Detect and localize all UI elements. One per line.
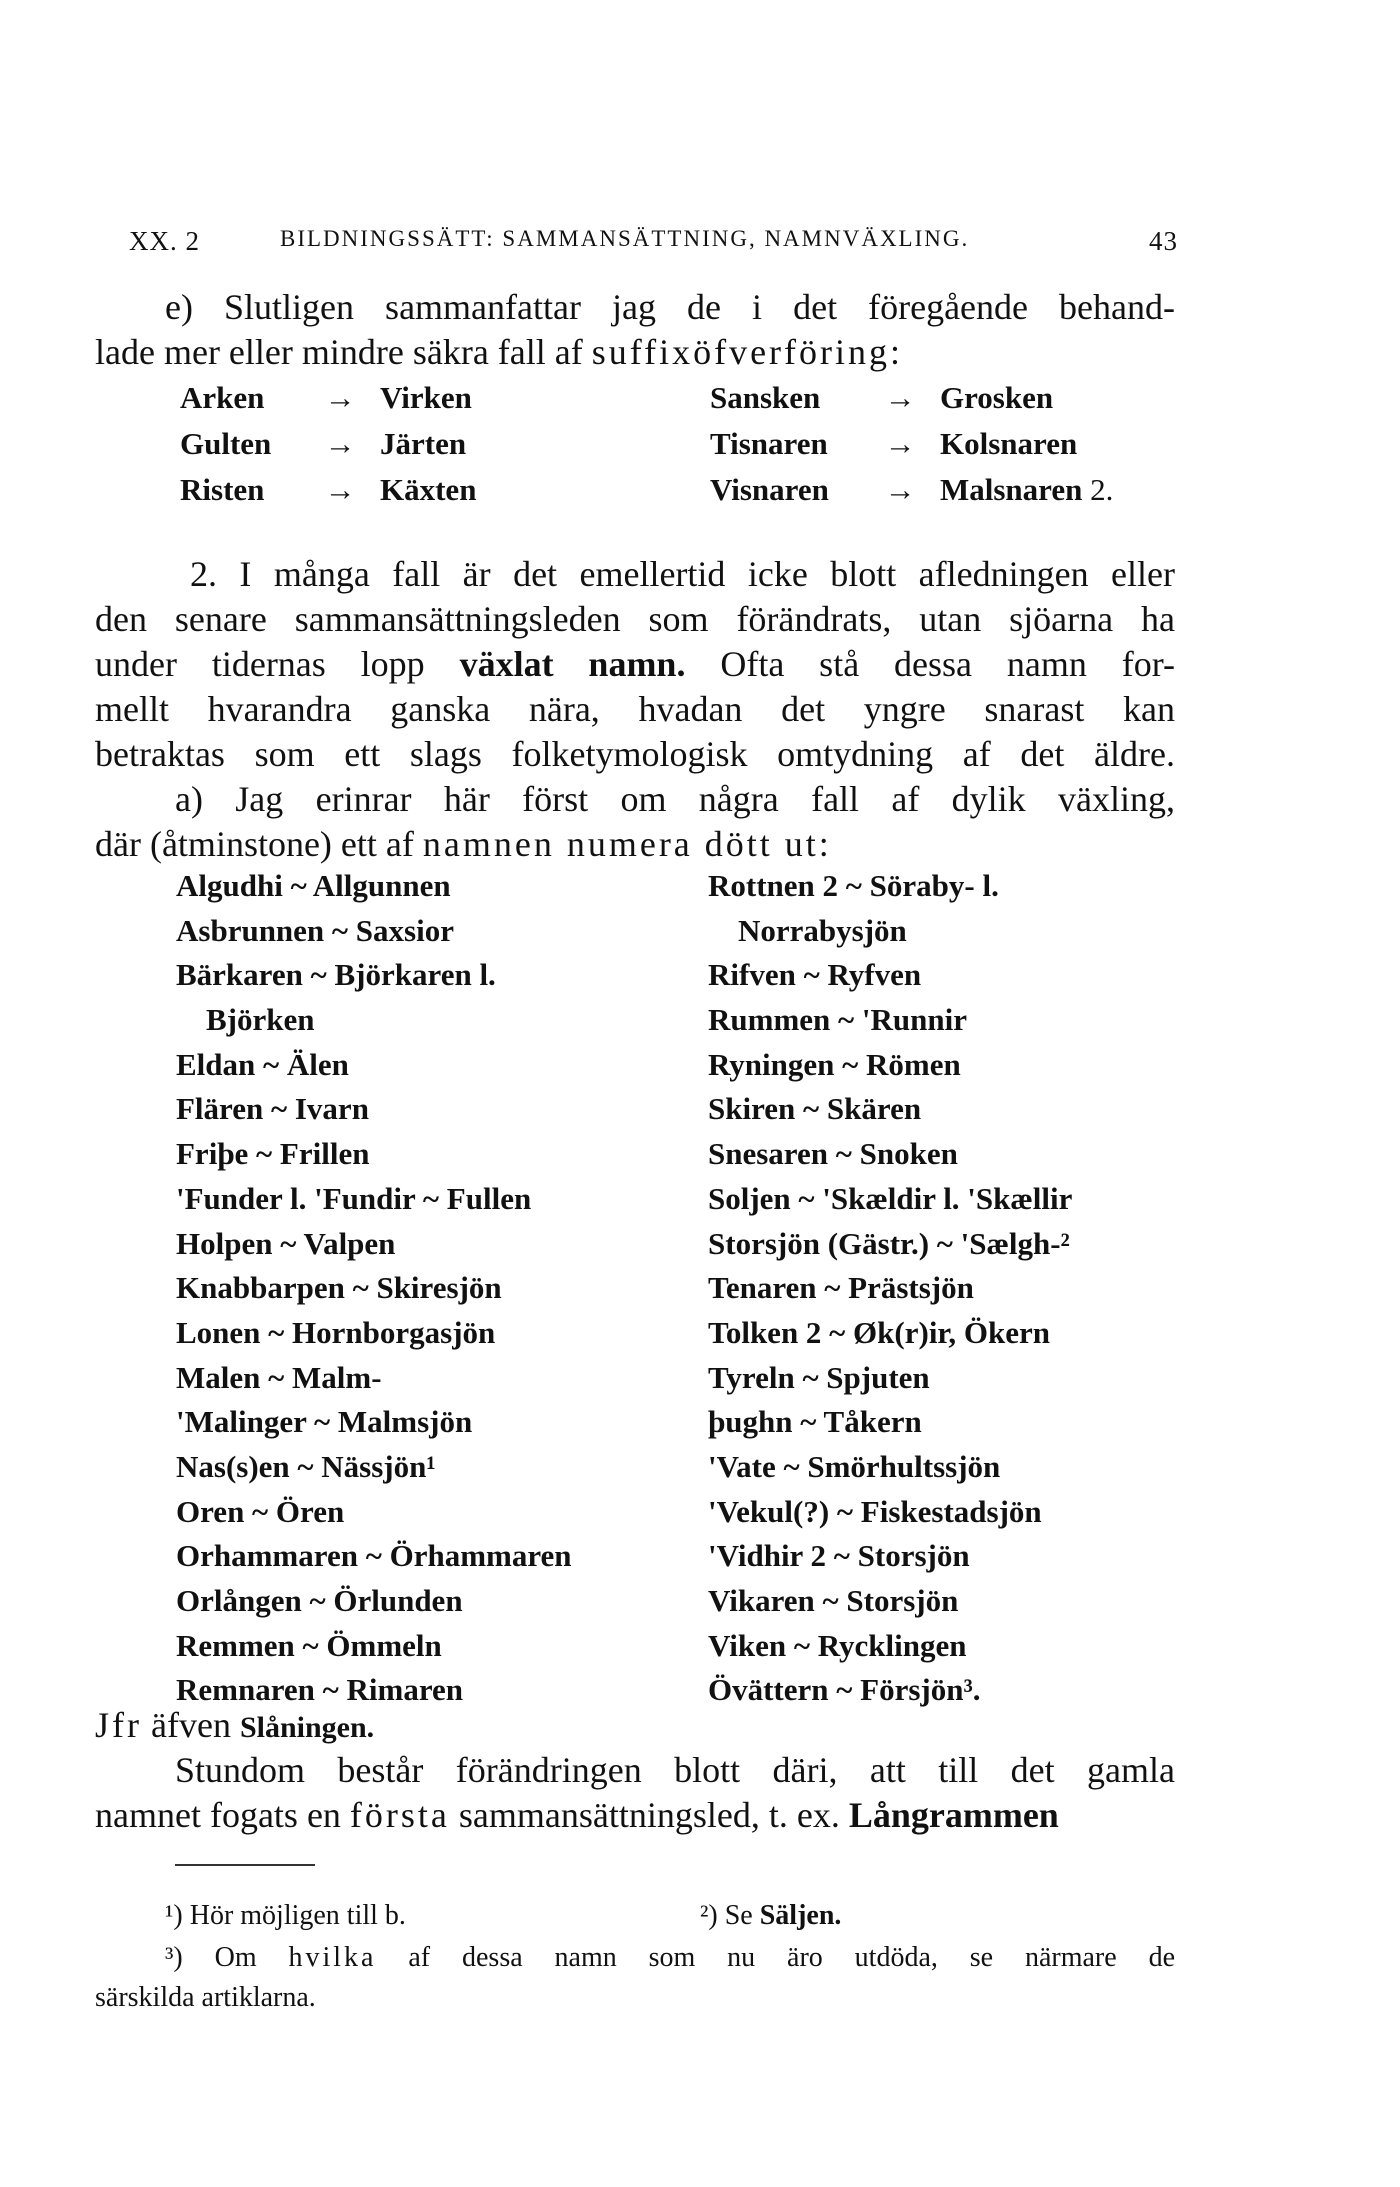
pair-row-2: [180, 424, 466, 464]
arrow-icon: →: [884, 426, 916, 461]
section-e-line-2-text: lade mer eller mindre säkra fall af: [95, 332, 592, 372]
right-name-entry: Norrabysjön: [738, 912, 907, 948]
para2-line-4: mellt hvarandra ganska nära, hvadan det yngre snarast kan: [95, 689, 1175, 729]
pair-source: Sansken: [710, 380, 821, 415]
left-name-entry: Knabbarpen ~ Skiresjön: [176, 1270, 502, 1306]
left-name-column: [176, 866, 572, 1715]
left-name-entry: Nas(s)en ~ Nässjön¹: [176, 1448, 436, 1484]
pair-target: Malsnaren: [940, 472, 1083, 507]
footnote-1: ¹) Hör möjligen till b.: [165, 1900, 406, 1931]
footnote-rule: [175, 1864, 315, 1866]
jfr-term: Slåningen.: [239, 1711, 375, 1744]
section-e-line-2: [95, 330, 1175, 374]
left-name-entry: Flären ~ Ivarn: [176, 1091, 369, 1127]
para2-line-1: 2. I många fall är det emellertid icke blott afledningen eller: [190, 554, 1175, 594]
section-e-line-1: e) Slutligen sammanfattar jag de i det föregående behand-: [165, 287, 1175, 327]
para2-line-3: [95, 642, 1175, 686]
pair-source: Visnaren: [710, 472, 829, 507]
left-name-entry: Friþe ~ Frillen: [176, 1136, 370, 1172]
right-name-entry: Tyreln ~ Spjuten: [708, 1359, 930, 1395]
footnote-2: [700, 1898, 841, 1934]
right-name-entry: Övättern ~ Försjön³.: [708, 1672, 981, 1708]
left-name-entry: Algudhi ~ Allgunnen: [176, 868, 451, 903]
page-number: 43: [1149, 226, 1178, 256]
left-name-entry: Orhammaren ~ Örhammaren: [176, 1538, 572, 1574]
right-name-entry: Rummen ~ 'Runnir: [708, 1002, 967, 1038]
right-name-entry: 'Vidhir 2 ~ Storsjön: [708, 1538, 970, 1574]
right-name-column: [708, 866, 1072, 1715]
right-name-entry: Rottnen 2 ~ Söraby- l.: [708, 868, 999, 903]
arrow-icon: →: [324, 472, 356, 507]
section-e-colon: :: [890, 332, 901, 372]
left-name-entry: Remnaren ~ Rimaren: [176, 1672, 464, 1708]
right-name-entry: 'Vate ~ Smörhultssjön: [708, 1448, 1001, 1484]
pair-source: Tisnaren: [710, 426, 828, 461]
arrow-icon: →: [884, 380, 916, 415]
footnote-3-text: ³) Om: [165, 1942, 289, 1973]
suffix-term: suffixöfverföring: [591, 332, 891, 372]
pair-row-3-right: [710, 470, 1113, 510]
footnote-3-line-1: [165, 1940, 1175, 1976]
para2-text: :: [818, 824, 829, 864]
footnote-3-text: af dessa namn som nu äro utdöda, se närmare de: [376, 1942, 1175, 1973]
footnote-3-line-2: särskilda artiklarna.: [95, 1982, 316, 2013]
para2-line-2: den senare sammansättningsleden som förändrats, utan sjöarna ha: [95, 599, 1175, 639]
emphasis-term: växlat namn.: [459, 644, 686, 684]
right-name-entry: Soljen ~ 'Skældir l. 'Skællir: [708, 1180, 1073, 1216]
left-name-entry: Remmen ~ Ömmeln: [176, 1627, 442, 1663]
jfr-abbrev: Jfr: [95, 1705, 142, 1745]
jfr-text: äfven: [142, 1705, 240, 1745]
left-name-entry: 'Funder l. 'Fundir ~ Fullen: [176, 1180, 532, 1216]
footnote-2-text: ²) Se: [700, 1900, 760, 1931]
arrow-icon: →: [324, 426, 356, 461]
example-term: Långrammen: [848, 1795, 1059, 1835]
spaced-word: första: [349, 1795, 450, 1835]
pair-row-2-right: [710, 424, 1077, 464]
arrow-icon: →: [884, 472, 916, 507]
pair-row-1: [180, 378, 472, 418]
left-name-entry: Bärkaren ~ Björkaren l.: [176, 957, 496, 993]
left-name-entry: Asbrunnen ~ Saxsior: [176, 912, 454, 948]
footnote-2-term: Säljen.: [759, 1900, 842, 1931]
para2-line-7: [95, 822, 1175, 866]
left-name-entry: Eldan ~ Älen: [176, 1046, 349, 1082]
para2-line-5: betraktas som ett slags folketymologisk omtydning af det äldre.: [95, 734, 1175, 774]
right-name-entry: Vikaren ~ Storsjön: [708, 1583, 959, 1618]
pair-note: 2.: [1090, 472, 1114, 507]
pair-target: Virken: [380, 380, 472, 415]
left-name-entry: Holpen ~ Valpen: [176, 1225, 396, 1261]
right-name-entry: Snesaren ~ Snoken: [708, 1136, 958, 1172]
right-name-entry: Tolken 2 ~ Øk(r)ir, Ökern: [708, 1314, 1050, 1350]
closing-line-1: Stundom består förändringen blott däri, att till det gamla: [175, 1750, 1175, 1790]
closing-line-2: [95, 1793, 1175, 1837]
para2-text: under tidernas lopp: [95, 644, 460, 684]
right-name-entry: þughn ~ Tåkern: [708, 1404, 922, 1440]
pair-source: Risten: [180, 472, 265, 507]
left-name-entry: Orlången ~ Örlunden: [176, 1583, 463, 1618]
para2-line-6: a) Jag erinrar här först om några fall af dylik växling,: [175, 779, 1175, 819]
closing-text: sammansättningsled, t. ex.: [449, 1795, 849, 1835]
running-title: BILDNINGSSÄTT: SAMMANSÄTTNING, NAMNVÄXLING.: [280, 226, 970, 251]
para2-text: Ofta stå dessa namn for-: [685, 644, 1175, 684]
right-name-entry: Tenaren ~ Prästsjön: [708, 1270, 974, 1306]
left-name-entry: Malen ~ Malm-: [176, 1359, 382, 1395]
left-name-entry: Björken: [206, 1002, 315, 1038]
section-number: XX. 2: [129, 226, 200, 256]
right-name-entry: Skiren ~ Skären: [708, 1091, 922, 1127]
pair-target: Järten: [380, 426, 467, 461]
para2-text: där (åtminstone) ett af: [95, 824, 423, 864]
spaced-word: hvilka: [288, 1942, 377, 1973]
left-name-entry: 'Malinger ~ Malmsjön: [176, 1404, 473, 1440]
right-name-entry: Ryningen ~ Römen: [708, 1046, 961, 1082]
pair-source: Gulten: [180, 426, 272, 461]
pair-target: Kolsnaren: [940, 426, 1078, 461]
spaced-phrase: namnen numera dött ut: [422, 824, 819, 864]
pair-row-3: [180, 470, 476, 510]
right-name-entry: Storsjön (Gästr.) ~ 'Sælgh-²: [708, 1225, 1070, 1261]
pair-source: Arken: [180, 380, 265, 415]
left-name-entry: Lonen ~ Hornborgasjön: [176, 1314, 496, 1350]
pair-target: Käxten: [380, 472, 477, 507]
pair-target: Grosken: [940, 380, 1054, 415]
closing-text: namnet fogats en: [95, 1795, 350, 1835]
left-name-entry: Oren ~ Ören: [176, 1493, 345, 1529]
pair-row-1-right: [710, 378, 1053, 418]
right-name-entry: Rifven ~ Ryfven: [708, 957, 922, 993]
jfr-line: [95, 1703, 1175, 1750]
right-name-entry: Viken ~ Rycklingen: [708, 1627, 967, 1663]
arrow-icon: →: [324, 380, 356, 415]
right-name-entry: 'Vekul(?) ~ Fiskestadsjön: [708, 1493, 1042, 1529]
